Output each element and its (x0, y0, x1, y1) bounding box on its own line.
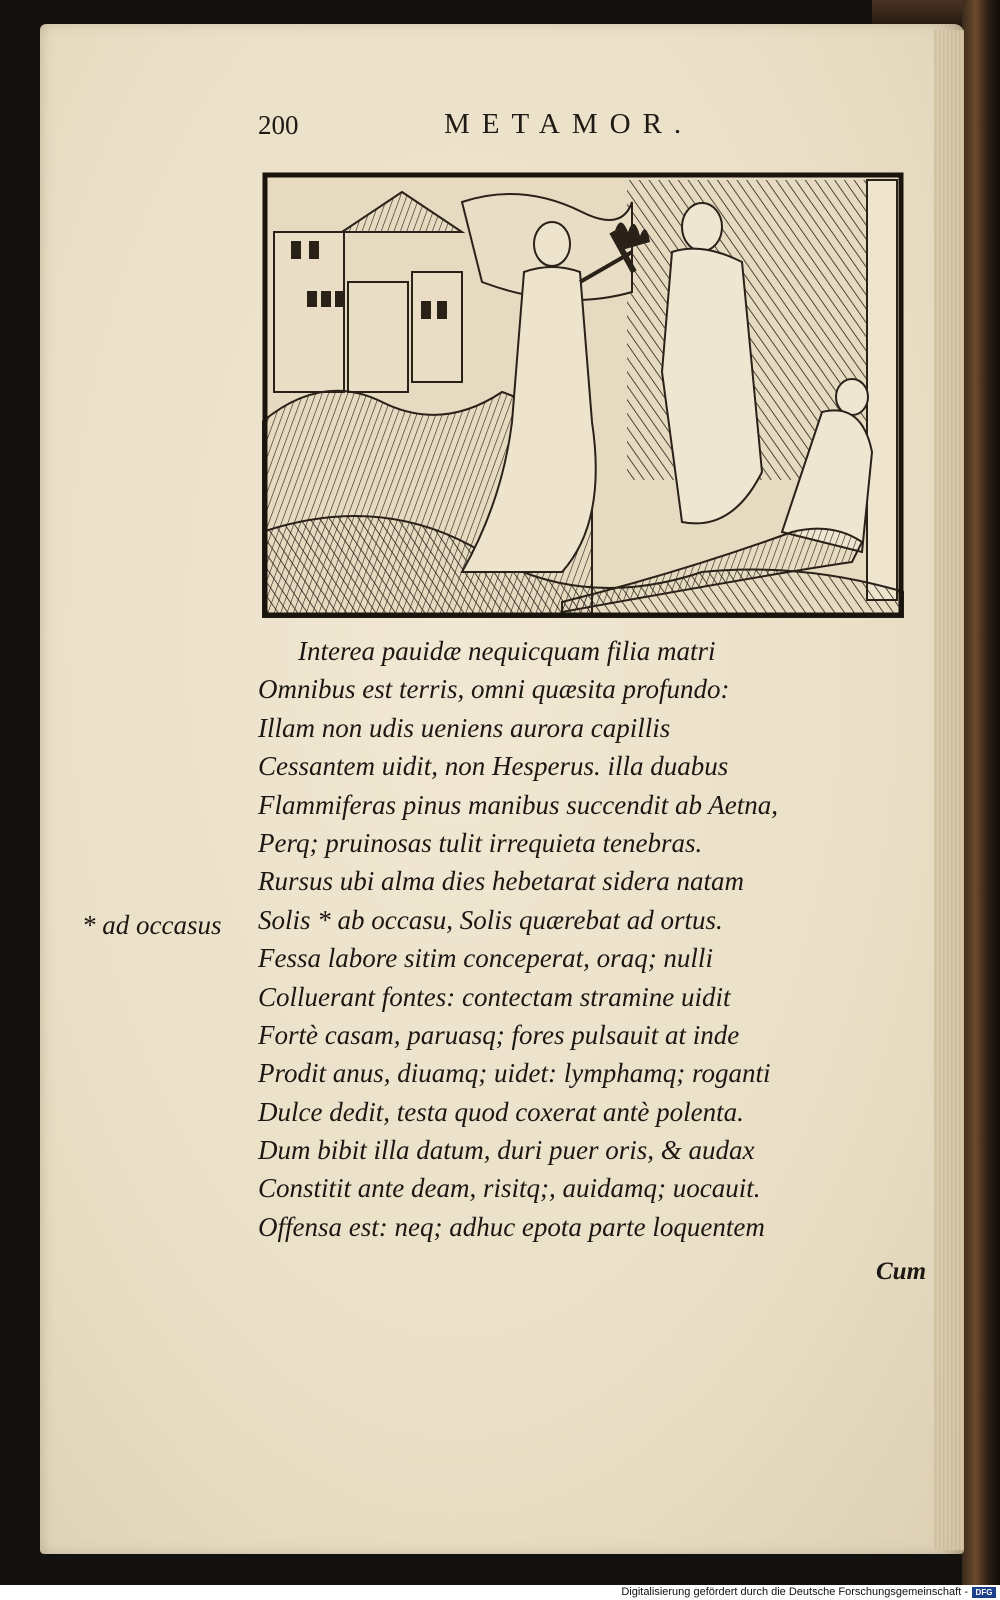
verse-line: Cessantem uidit, non Hesperus. illa duabus (258, 751, 729, 782)
verse-line: Dulce dedit, testa quod coxerat antè polenta. (258, 1096, 744, 1127)
verse-line: Interea pauidæ nequicquam filia matri (298, 636, 716, 666)
verse-line: Colluerant fontes: contectam stramine uidit (258, 981, 731, 1012)
verse-line: Flammiferas pinus manibus succendit ab Aetna, (258, 789, 778, 820)
verse-line: Constitit ante deam, risitq;, auidamq; uocauit. (258, 1173, 761, 1204)
verse-line: Dum bibit illa datum, duri puer oris, & audax (258, 1135, 755, 1166)
woodcut-illustration (262, 172, 904, 618)
verse-line: Solis * ab occasu, Solis quærebat ad ortus. (258, 904, 723, 935)
running-title: METAMOR. (444, 108, 694, 140)
verse-line: Offensa est: neq; adhuc epota parte loquentem (258, 1211, 765, 1242)
verse-line: Fortè casam, paruasq; fores pulsauit at inde (258, 1019, 740, 1050)
footer-credit: Digitalisierung gefördert durch die Deutsche Forschungsgemeinschaft - (621, 1586, 968, 1598)
verse-line: Fessa labore sitim conceperat, oraq; nulli (258, 943, 713, 974)
page-edges (934, 30, 964, 1550)
footer-bar (0, 1585, 1000, 1600)
book-spine (962, 0, 1000, 1585)
catchword: Cum (876, 1258, 927, 1285)
verse-text (258, 632, 878, 1246)
verse-line: Illam non udis ueniens aurora capillis (258, 712, 671, 743)
verse-line: Prodit anus, diuamq; uidet: lymphamq; roganti (258, 1058, 771, 1089)
marginal-note: * ad occasus (82, 910, 222, 940)
verse-line: Omnibus est terris, omni quæsita profundo: (258, 674, 730, 705)
dfg-logo-icon: DFG (972, 1587, 996, 1598)
verse-line: Perq; pruinosas tulit irrequieta tenebras. (258, 827, 703, 858)
page-number: 200 (258, 110, 299, 140)
verse-line: Rursus ubi alma dies hebetarat sidera natam (258, 866, 744, 897)
